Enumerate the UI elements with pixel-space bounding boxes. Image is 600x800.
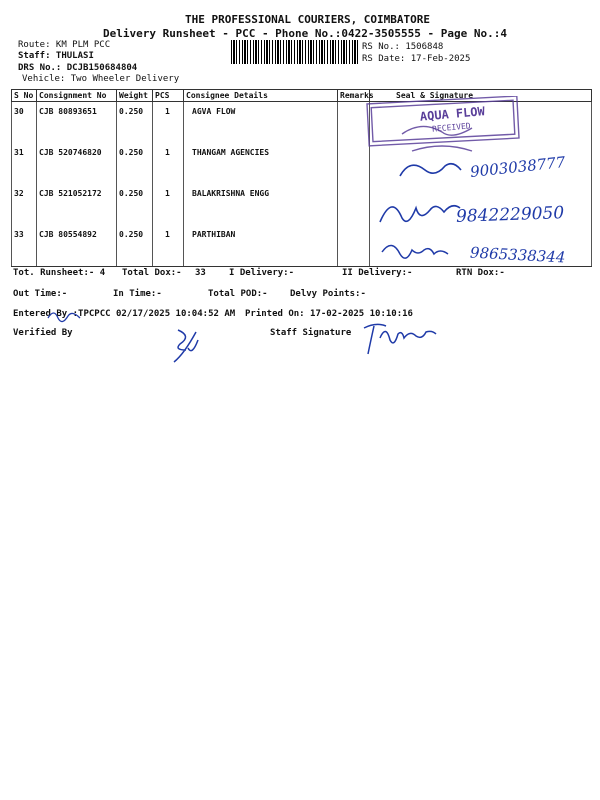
route-label: Route: KM PLM PCC: [18, 40, 111, 50]
in-time: In Time:-: [113, 289, 162, 299]
cell-remarks: [338, 184, 370, 225]
staff-label: Staff: THULASI: [18, 51, 94, 61]
barcode: [231, 40, 358, 64]
stamp-received-text: RECEIVED: [431, 121, 471, 134]
printed-on: Printed On: 17-02-2025 10:10:16: [245, 309, 413, 319]
total-dox-value: 33: [195, 268, 206, 278]
total-dox-label: Total Dox:-: [122, 268, 182, 278]
col-weight: Weight: [117, 90, 153, 102]
drs-number: DRS No.: DCJB150684804: [18, 63, 138, 73]
cell-consignment: CJB 521052172: [37, 184, 117, 225]
cell-pcs: 1: [153, 143, 184, 184]
cell-sno: 31: [12, 143, 37, 184]
out-time: Out Time:-: [13, 289, 68, 299]
cell-remarks: [338, 225, 370, 267]
rs-number: RS No.: 1506848: [362, 42, 444, 52]
i-delivery: I Delivery:-: [229, 268, 295, 278]
entered-by-initials: [44, 306, 84, 324]
cell-weight: 0.250: [117, 143, 153, 184]
cell-weight: 0.250: [117, 225, 153, 267]
col-pcs: PCS: [153, 90, 184, 102]
signature-row-33: [376, 234, 466, 269]
handwritten-phone-3: 9865338344: [469, 243, 566, 267]
cell-sno: 32: [12, 184, 37, 225]
rtn-dox: RTN Dox:-: [456, 268, 505, 278]
cell-consignee: THANGAM AGENCIES: [184, 143, 338, 184]
verifier-signature: [168, 326, 208, 366]
delvy-points: Delvy Points:-: [290, 289, 366, 299]
cell-consignment: CJB 80893651: [37, 102, 117, 144]
handwritten-phone-2: 9842229050: [455, 203, 565, 227]
rs-date: RS Date: 17-Feb-2025: [362, 54, 471, 64]
col-sno: S No: [12, 90, 37, 102]
cell-consignment: CJB 80554892: [37, 225, 117, 267]
entered-by: Entered By :TPCPCC 02/17/2025 10:04:52 AM: [13, 309, 236, 319]
cell-sno: 30: [12, 102, 37, 144]
cell-pcs: 1: [153, 225, 184, 267]
cell-pcs: 1: [153, 184, 184, 225]
tot-runsheet: Tot. Runsheet:- 4: [13, 268, 106, 278]
vehicle-label: Vehicle: Two Wheeler Delivery: [22, 74, 180, 84]
cell-consignee: BALAKRISHNA ENGG: [184, 184, 338, 225]
company-title: THE PROFESSIONAL COURIERS, COIMBATORE: [185, 13, 431, 26]
col-remarks: Remarks: [338, 90, 370, 102]
cell-pcs: 1: [153, 102, 184, 144]
handwritten-phone-1: 9003038777: [469, 153, 567, 181]
verified-by: Verified By: [13, 328, 73, 338]
cell-consignee: AGVA FLOW: [184, 102, 338, 144]
col-seal-signature: Seal & Signature: [370, 90, 592, 102]
cell-consignee: PARTHIBAN: [184, 225, 338, 267]
staff-signature-label: Staff Signature: [270, 328, 352, 338]
staff-signature: [360, 318, 470, 358]
col-consignment: Consignment No: [37, 90, 117, 102]
cell-weight: 0.250: [117, 102, 153, 144]
stamp-company-text: AQUA FLOW: [419, 104, 486, 124]
total-pod: Total POD:-: [208, 289, 268, 299]
col-consignee: Consignee Details: [184, 90, 338, 102]
cell-consignment: CJB 520746820: [37, 143, 117, 184]
ii-delivery: II Delivery:-: [342, 268, 413, 278]
cell-weight: 0.250: [117, 184, 153, 225]
cell-sno: 33: [12, 225, 37, 267]
runsheet-title: Delivery Runsheet - PCC - Phone No.:0422-3505555 - Page No.:4: [103, 27, 507, 40]
